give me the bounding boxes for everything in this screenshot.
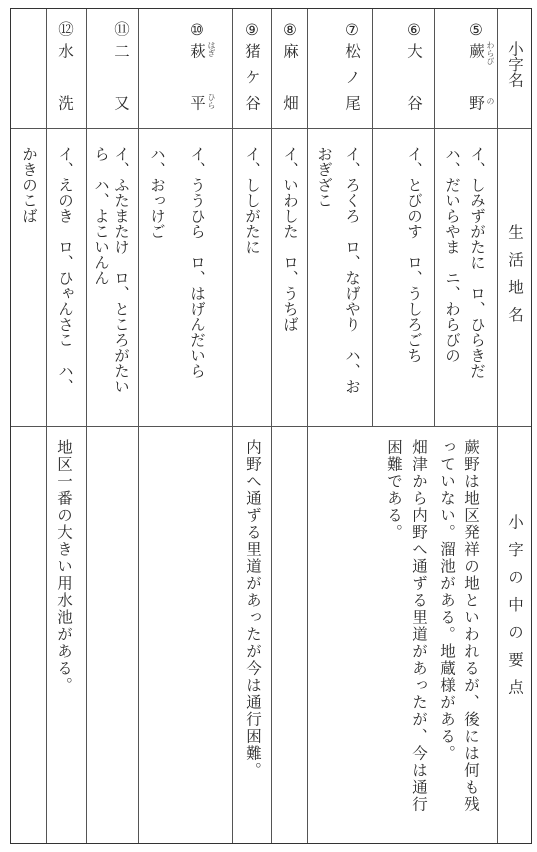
koaza-name-7-bottom: 尾 xyxy=(343,95,361,111)
koaza-name-9-mid: ケ xyxy=(243,69,261,85)
row-num-10: ⑩ xyxy=(188,21,206,39)
row-num-12: ⑫ xyxy=(56,21,74,37)
koaza-name-9-bottom: 谷 xyxy=(243,95,261,111)
note-mizuarai: 地区一番の大きい用水池がある。 xyxy=(55,439,73,694)
koaza-name-7-top: 松 xyxy=(343,43,361,59)
places-10-line2: ハ、おっけご xyxy=(148,146,166,239)
koaza-name-12-top: 水 xyxy=(56,43,74,59)
header-yoten: 小字の中の要点 xyxy=(506,514,524,707)
koaza-name-6-top: 大 xyxy=(405,43,423,59)
row-num-11: ⑪ xyxy=(112,21,130,37)
koaza-name-10-top: 萩 xyxy=(188,43,206,59)
column-divider xyxy=(372,9,373,426)
places-12-line1: イ、えのき ロ、ひゃんさこ ハ、 xyxy=(56,146,74,394)
places-12-line2: かきのこば xyxy=(20,146,38,224)
column-divider xyxy=(497,9,498,843)
places-10-line1: イ、ううひら ロ、はげんだいら xyxy=(188,146,206,379)
row-num-8: ⑧ xyxy=(281,21,299,39)
note-otani-line1: 畑津から内野へ通ずる里道があったが、今は通行 xyxy=(410,439,428,813)
ruby-5-top: わらび xyxy=(486,41,495,65)
koaza-name-12-bottom: 洗 xyxy=(56,95,74,111)
note-inokedani: 内野へ通ずる里道があったが今は通行困難。 xyxy=(244,439,262,779)
row-num-6: ⑥ xyxy=(405,21,423,39)
header-seikatsu: 生活地名 xyxy=(506,224,524,334)
note-warabino-line2: っていない。溜池がある。地蔵様がある。 xyxy=(438,439,456,762)
koaza-name-5-bottom: 野 xyxy=(467,95,485,111)
column-divider xyxy=(232,9,233,843)
places-11-line2: ら ハ、よこいんん xyxy=(92,146,110,286)
places-7-line2: おぎざこ xyxy=(315,146,333,208)
koaza-name-7-mid: ノ xyxy=(343,69,361,85)
column-divider xyxy=(86,9,87,843)
ruby-10-top: はぎ xyxy=(207,41,216,57)
koaza-name-8-bottom: 畑 xyxy=(281,95,299,111)
row-num-9: ⑨ xyxy=(243,21,261,39)
note-warabino-line1: 蕨野は地区発祥の地といわれるが、後には何も残 xyxy=(462,439,480,813)
column-divider xyxy=(434,9,435,426)
ruby-5-bottom: の xyxy=(486,97,495,105)
places-11-line1: イ、ふたまたけ ロ、ところがたい xyxy=(112,146,130,394)
koaza-name-11-top: 二 xyxy=(112,43,130,59)
place-name-table xyxy=(10,8,532,844)
column-divider xyxy=(271,426,272,843)
note-otani-line2: 困難である。 xyxy=(385,439,403,541)
column-divider xyxy=(271,9,272,426)
places-7-line1: イ、ろくろ ロ、なげやり ハ、お xyxy=(343,146,361,394)
koaza-name-5-top: 蕨 xyxy=(467,43,485,59)
header-koaza: 小字名 xyxy=(506,41,524,88)
places-5-line2: ハ、だいらやま ニ、わらびの xyxy=(443,146,461,363)
column-divider xyxy=(307,9,308,843)
koaza-name-10-bottom: 平 xyxy=(188,95,206,111)
places-6-line1: イ、とびのす ロ、うしろごち xyxy=(405,146,423,363)
ruby-10-bottom: ひら xyxy=(207,93,216,109)
koaza-name-11-bottom: 又 xyxy=(112,95,130,111)
places-8-line1: イ、いわした ロ、うちば xyxy=(281,146,299,332)
koaza-name-6-bottom: 谷 xyxy=(405,95,423,111)
koaza-name-8-top: 麻 xyxy=(281,43,299,59)
places-9-line1: イ、ししがたに xyxy=(243,146,261,255)
row-num-5: ⑤ xyxy=(467,21,485,39)
koaza-name-9-top: 猪 xyxy=(243,43,261,59)
column-divider xyxy=(138,9,139,843)
column-divider xyxy=(46,9,47,843)
places-5-line1: イ、しみずがたに ロ、ひらきだ xyxy=(468,146,486,379)
row-num-7: ⑦ xyxy=(343,21,361,39)
